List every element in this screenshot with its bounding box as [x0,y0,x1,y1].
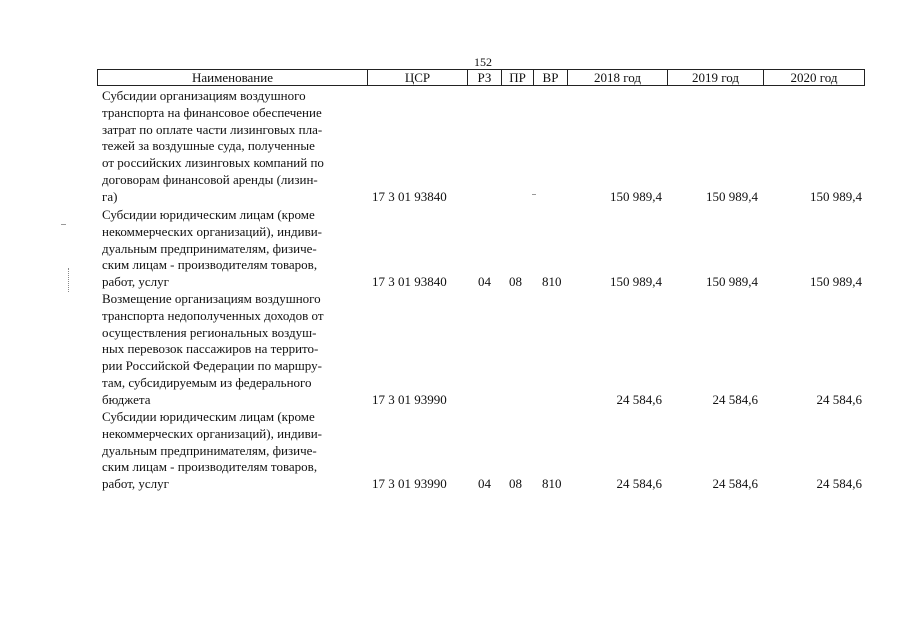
row-vr: 810 [542,476,562,491]
header-csr: ЦСР [368,70,468,85]
row-name: Возмещение организациям воздушного транспорта недополученных доходов от осуществления региональных воздуш- ных перевозок пассажиров на террито- рии Российской Федерации по маршру- там, субсидируемым из федерального бюджета [102,291,324,407]
scan-mark [68,268,73,292]
row-name: Субсидии юридическим лицам (кроме некоммерческих организаций), индиви- дуальным предпринимателям, физиче- ским лицам - производителям товаров, работ, услуг [102,207,322,290]
row-2020: 24 584,6 [816,392,862,407]
row-2020: 150 989,4 [810,189,862,204]
row-2019: 24 584,6 [712,392,758,407]
row-rz: 04 [478,274,491,289]
row-name: Субсидии организациям воздушного транспорта на финансовое обеспечение затрат по оплате части лизинговых пла- тежей за воздушные суда, полученные от российских лизинговых компаний по договорам финансовой аренды (лизин- га) [102,88,324,204]
row-csr: 17 3 01 93840 [372,274,447,289]
row-2018: 24 584,6 [616,392,662,407]
header-name: Наименование [98,70,368,85]
header-rz: РЗ [468,70,502,85]
row-name: Субсидии юридическим лицам (кроме некоммерческих организаций), индиви- дуальным предпринимателям, физиче- ским лицам - производителям товаров, работ, услуг [102,409,322,492]
page-number: 152 [474,55,492,69]
row-2018: 150 989,4 [610,189,662,204]
row-2018: 24 584,6 [616,476,662,491]
row-csr: 17 3 01 93990 [372,476,447,491]
row-rz: 04 [478,476,491,491]
row-vr: 810 [542,274,562,289]
table-header [97,69,865,86]
row-csr: 17 3 01 93990 [372,392,447,407]
row-2019: 24 584,6 [712,476,758,491]
row-2019: 150 989,4 [706,189,758,204]
scan-mark [61,224,66,225]
scan-mark [532,194,536,195]
table-row [0,291,905,409]
header-2020: 2020 год [790,70,838,85]
row-2018: 150 989,4 [610,274,662,289]
row-pr: 08 [509,274,522,289]
row-2020: 150 989,4 [810,274,862,289]
row-pr: 08 [509,476,522,491]
table-row [0,88,905,206]
table-row [0,207,905,292]
row-csr: 17 3 01 93840 [372,189,447,204]
header-2019: 2019 год [668,70,764,85]
row-2019: 150 989,4 [706,274,758,289]
table-row [0,409,905,494]
row-2020: 24 584,6 [816,476,862,491]
header-2018: 2018 год [568,70,668,85]
header-pr: ПР [502,70,534,85]
header-vr: ВР [534,70,568,85]
